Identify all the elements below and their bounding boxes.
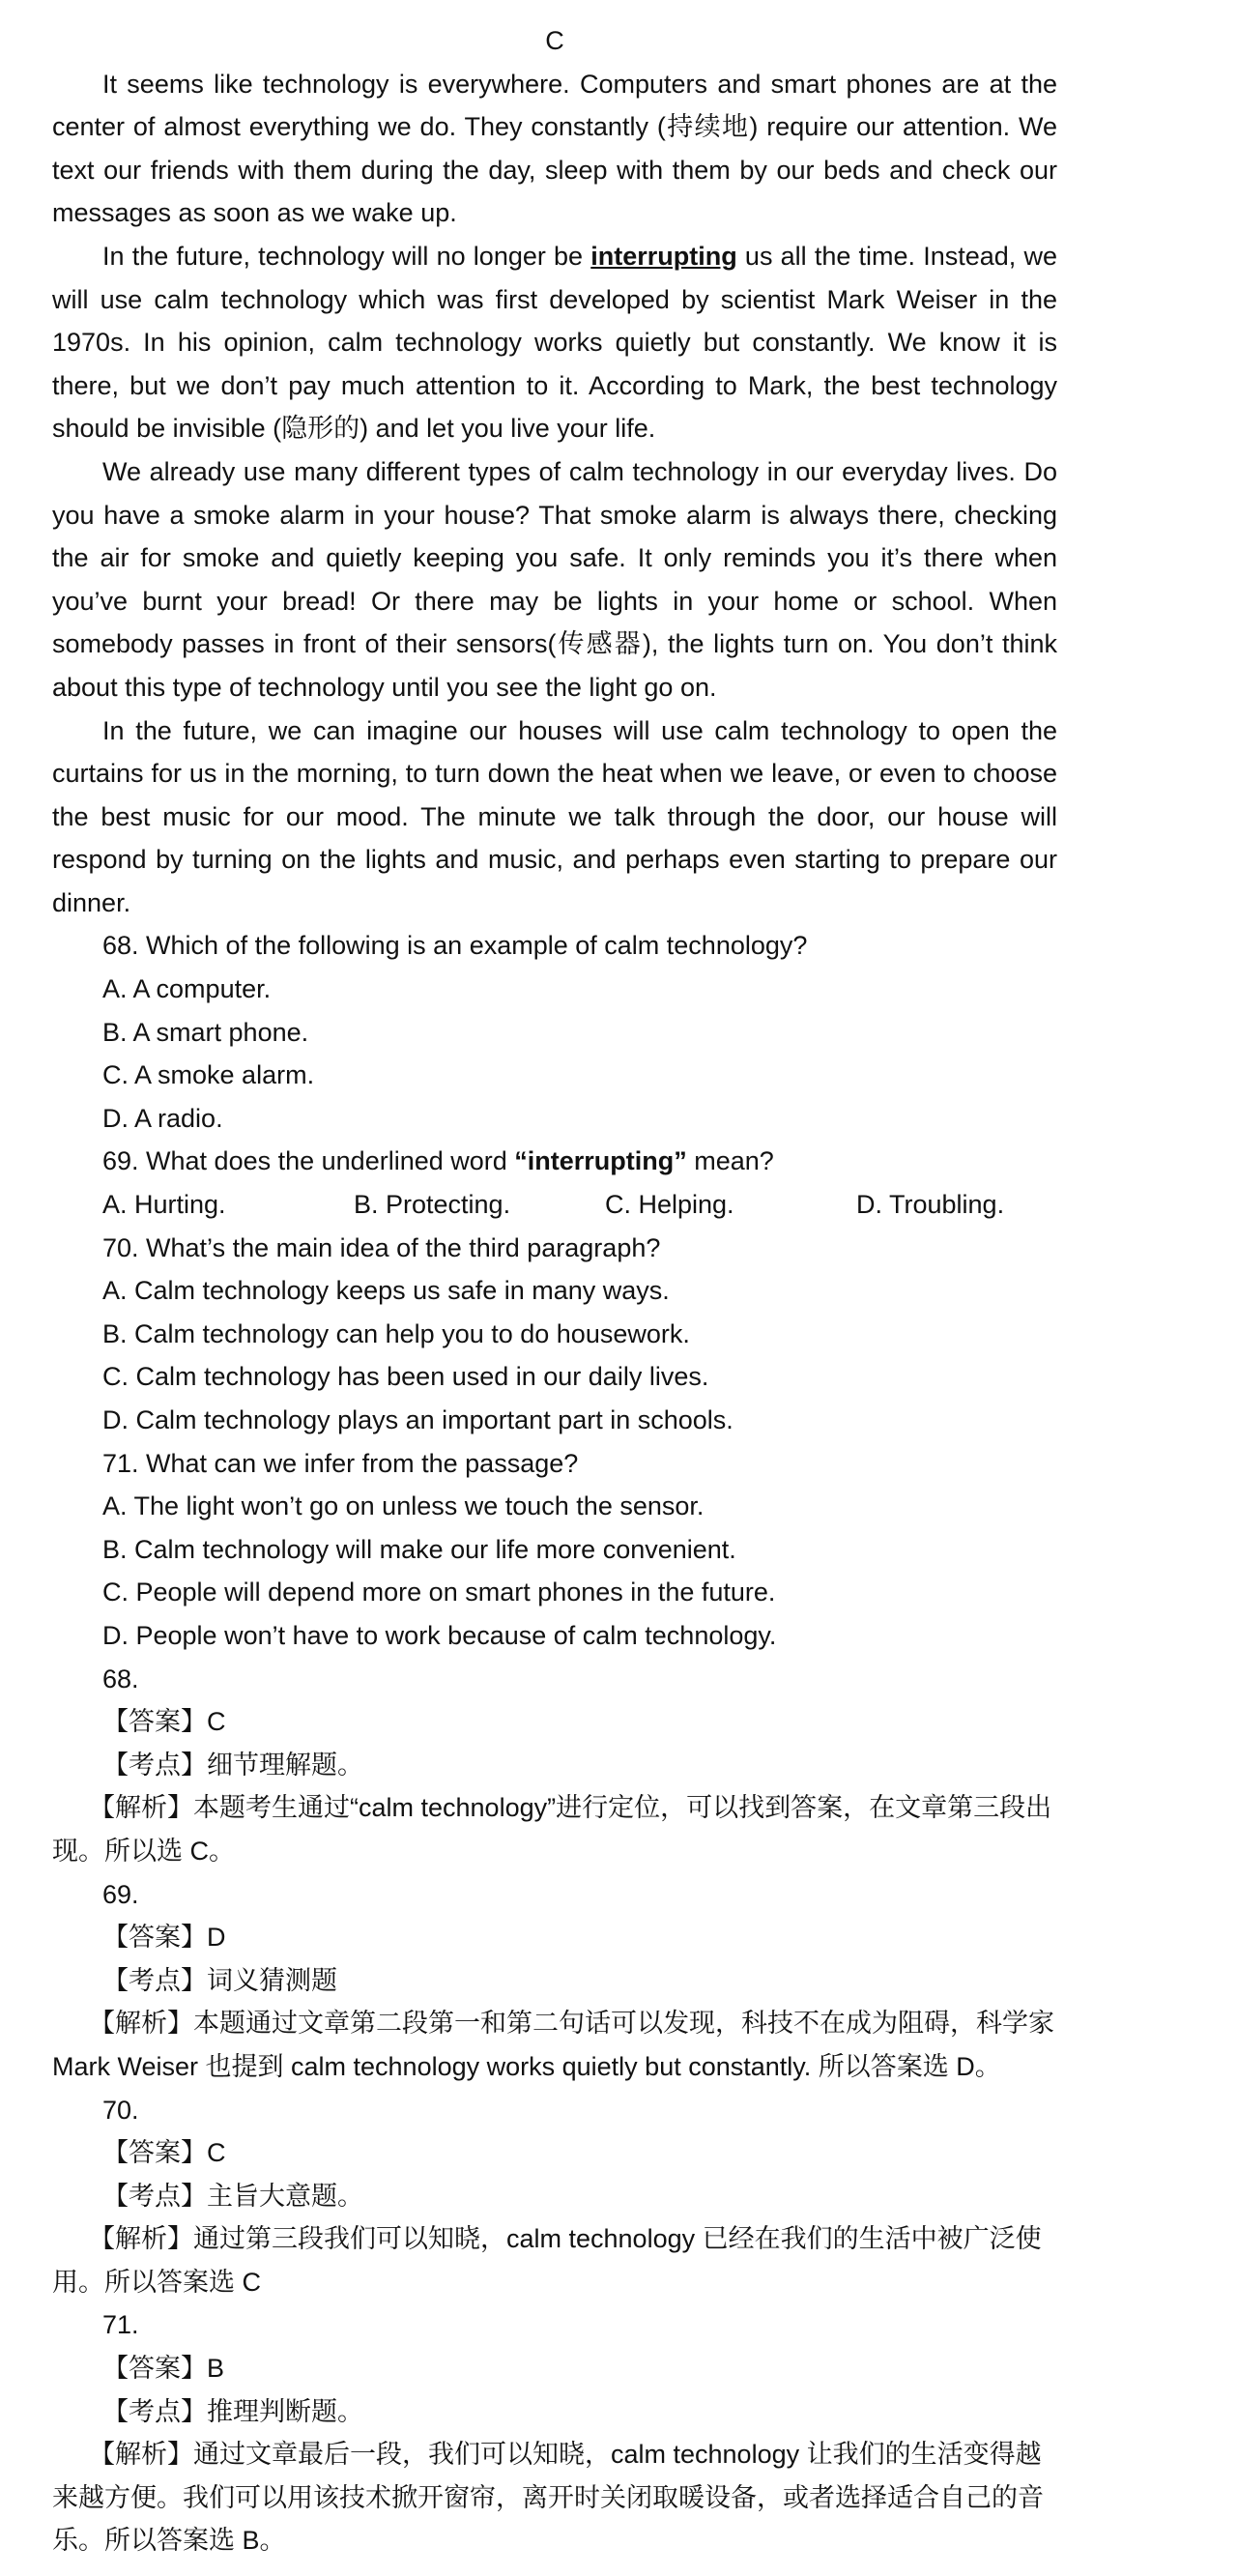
question-71-stem: 71. What can we infer from the passage? <box>102 1448 579 1478</box>
paragraph-2-text-after: us all the time. Instead, we will use calm technology which was first developed by scientist Mark Weiser in the 1970s. In his opinion, calm technology works quietly but constantly. We know it is there, but we don’t pay much attention to it. According to Mark, the best technology should be invisible (隐形的) and let you live your life. <box>52 241 1057 444</box>
question-69-stem-after: mean? <box>686 1146 774 1176</box>
answer-69-point: 【考点】词义猜测题 <box>102 1965 337 1995</box>
question-70-option-c: C. Calm technology has been used in our daily lives. <box>102 1362 709 1392</box>
question-69-option-b: B. Protecting. <box>354 1190 511 1220</box>
question-68-option-a: A. A computer. <box>102 974 272 1004</box>
question-71-option-d: D. People won’t have to work because of calm technology. <box>102 1620 777 1650</box>
question-71-option-c: C. People will depend more on smart phones in the future. <box>102 1577 776 1607</box>
answer-70-key: 【答案】C <box>102 2138 226 2168</box>
question-70-stem: 70. What’s the main idea of the third paragraph? <box>102 1232 661 1262</box>
answer-68-point: 【考点】细节理解题。 <box>102 1750 363 1780</box>
question-68-option-c: C. A smoke alarm. <box>102 1060 315 1090</box>
answer-68-key: 【答案】C <box>102 1707 226 1737</box>
question-70-option-d: D. Calm technology plays an important part in schools. <box>102 1405 734 1434</box>
answer-71-analysis: 【解析】通过文章最后一段，我们可以知晓，calm technology 让我们的生活变得越来越方便。我们可以用该技术掀开窗帘，离开时关闭取暖设备，或者选择适合自己的音乐。所以答案选 B。 <box>52 2440 1044 2556</box>
question-70-option-a: A. Calm technology keeps us safe in many ways. <box>102 1276 670 1306</box>
question-71-option-b: B. Calm technology will make our life more convenient. <box>102 1534 736 1564</box>
answer-68-analysis: 【解析】本题考生通过“calm technology”进行定位，可以找到答案，在文章第三段出现。所以选 C。 <box>52 1793 1052 1866</box>
exam-document <box>52 19 1057 2562</box>
answer-70-number: 70. <box>102 2095 139 2125</box>
question-69-stem-before: 69. What does the underlined word <box>102 1146 515 1176</box>
answer-70-analysis: 【解析】通过第三段我们可以知晓，calm technology 已经在我们的生活中被广泛使用。所以答案选 C <box>52 2224 1042 2297</box>
answer-71-point: 【考点】推理判断题。 <box>102 2396 363 2426</box>
question-68-stem: 68. Which of the following is an example of calm technology? <box>102 931 808 961</box>
answer-68-number: 68. <box>102 1664 139 1693</box>
answer-69-analysis: 【解析】本题通过文章第二段第一和第二句话可以发现，科技不在成为阻碍，科学家 Mark Weiser 也提到 calm technology works quietly but constantly. 所以答案选 D。 <box>52 2009 1054 2081</box>
answer-71-number: 71. <box>102 2310 139 2340</box>
question-68-option-d: D. A radio. <box>102 1103 223 1133</box>
passage-paragraph-4: In the future, we can imagine our houses will use calm technology to open the curtains for us in the morning, to turn down the heat when we leave, or even to choose the best music for our mood. The minute we talk through the door, our house will respond by turning on the lights and music, and perhaps even starting to prepare our dinner. <box>52 715 1057 917</box>
answer-71-key: 【答案】B <box>102 2354 225 2384</box>
question-69-option-d: D. Troubling. <box>856 1190 1005 1220</box>
question-69-option-c: C. Helping. <box>605 1190 734 1220</box>
answer-69-number: 69. <box>102 1879 139 1909</box>
passage-paragraph-1: It seems like technology is everywhere. Computers and smart phones are at the center of almost everything we do. They constantly (持续地) require our attention. We text our friends with them during the day, sleep with them by our beds and check our messages as soon as we wake up. <box>52 69 1057 228</box>
question-68-option-b: B. A smart phone. <box>102 1017 309 1047</box>
question-69-options <box>52 1183 1057 1227</box>
question-71-option-a: A. The light won’t go on unless we touch the sensor. <box>102 1491 705 1521</box>
answer-69-key: 【答案】D <box>102 1923 226 1953</box>
passage-paragraph-2 <box>52 235 1057 450</box>
question-70-option-b: B. Calm technology can help you to do housework. <box>102 1318 690 1348</box>
question-69-keyword: “interrupting” <box>514 1146 687 1176</box>
answer-70-point: 【考点】主旨大意题。 <box>102 2181 363 2211</box>
question-69-option-a: A. Hurting. <box>102 1190 226 1220</box>
underlined-word: interrupting <box>590 241 737 271</box>
question-69-stem <box>52 1140 1057 1183</box>
section-label: C <box>545 26 564 55</box>
paragraph-2-text-before: In the future, technology will no longer be <box>102 241 591 271</box>
passage-paragraph-3: We already use many different types of calm technology in our everyday lives. Do you have a smoke alarm in your house? That smoke alarm is always there, checking the air for smoke and quietly keeping you safe. It only reminds you it’s there when you’ve burnt your bread! Or there may be lights in your home or school. When somebody passes in front of their sensors(传感器), the lights turn on. You don’t think about this type of technology until you see the light go on. <box>52 456 1057 702</box>
